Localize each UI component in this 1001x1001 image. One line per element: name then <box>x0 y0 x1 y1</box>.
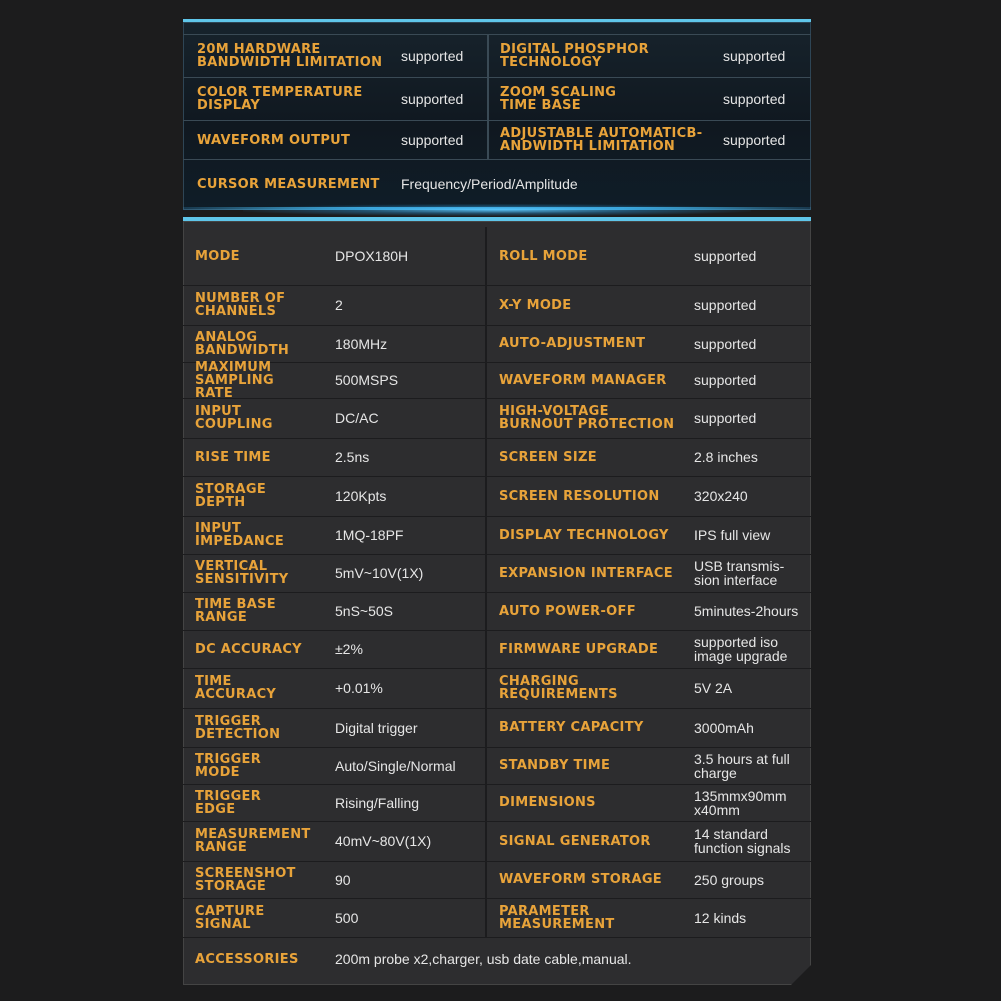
features-row <box>183 121 811 160</box>
feature-label: WAVEFORM OUTPUT <box>197 132 351 148</box>
column-divider <box>485 592 487 630</box>
column-divider <box>485 821 487 861</box>
feature-value: supported <box>723 91 786 107</box>
spec-label: TRIGGER MODE <box>195 751 262 780</box>
spec-label: FIRMWARE UPGRADE <box>499 641 659 657</box>
spec-value: 120Kpts <box>335 488 387 504</box>
spec-value: 3.5 hours at full charge <box>694 750 790 781</box>
spec-value: supported <box>694 410 757 426</box>
glow-decoration <box>243 204 751 216</box>
spec-label: SCREENSHOT STORAGE <box>195 865 296 894</box>
spec-value: 500 <box>335 909 359 926</box>
column-divider <box>485 362 487 398</box>
spec-row <box>183 554 811 593</box>
spec-row <box>183 476 811 517</box>
spec-row <box>183 285 811 326</box>
column-divider <box>487 121 489 159</box>
spec-value: 5mV~10V(1X) <box>335 565 424 581</box>
feature-label: 20M HARDWARE BANDWIDTH LIMITATION <box>197 42 383 70</box>
spec-label: INPUT COUPLING <box>195 404 273 432</box>
spec-row <box>183 325 811 363</box>
column-divider <box>485 285 487 325</box>
spec-label: MODE <box>195 248 240 264</box>
spec-value: +0.01% <box>335 680 383 696</box>
spec-value: DC/AC <box>335 410 379 426</box>
column-divider <box>485 784 487 821</box>
column-divider <box>485 476 487 516</box>
spec-label: NUMBER OF CHANNELS <box>195 291 286 319</box>
spec-label: EXPANSION INTERFACE <box>499 565 673 581</box>
spec-value: 320x240 <box>694 488 748 504</box>
feature-label: ADJUSTABLE AUTOMATICB-ANDWIDTH LIMITATION <box>500 126 703 154</box>
spec-value: IPS full view <box>694 527 771 543</box>
feature-label: DIGITAL PHOSPHOR TECHNOLOGY <box>500 42 649 70</box>
spec-value: 1MQ-18PF <box>335 527 404 543</box>
feature-value: supported <box>401 48 464 64</box>
column-divider <box>485 630 487 668</box>
spec-label: CHARGING REQUIREMENTS <box>499 674 618 702</box>
spec-label: WAVEFORM STORAGE <box>499 872 662 887</box>
features-table <box>183 34 811 208</box>
spec-row <box>183 630 811 669</box>
spec-label: SCREEN SIZE <box>499 449 597 465</box>
column-divider <box>485 747 487 784</box>
spec-row <box>183 516 811 555</box>
corner-notch <box>790 964 812 986</box>
cursor-label: CURSOR MEASUREMENT <box>197 176 380 192</box>
feature-value: supported <box>723 48 786 64</box>
spec-value: 250 groups <box>694 871 765 888</box>
spec-label: X-Y MODE <box>499 297 572 313</box>
spec-label: TRIGGER DETECTION <box>195 713 281 742</box>
spec-value: 5V 2A <box>694 680 733 696</box>
spec-label: HIGH-VOLTAGE BURNOUT PROTECTION <box>499 404 675 432</box>
spec-value: 135mmx90mm x40mm <box>694 787 787 818</box>
column-divider <box>485 861 487 898</box>
spec-label: TIME BASE RANGE <box>195 597 276 625</box>
spec-label: MEASUREMENT RANGE <box>195 827 311 855</box>
spec-label: CAPTURE SIGNAL <box>195 903 265 932</box>
spec-label: STORAGE DEPTH <box>195 482 267 510</box>
spec-value: DPOX180H <box>335 248 409 264</box>
spec-label: STANDBY TIME <box>499 758 611 773</box>
cursor-value: Frequency/Period/Amplitude <box>401 176 578 192</box>
features-row <box>183 78 811 121</box>
spec-row <box>183 898 811 938</box>
cursor-row <box>183 160 811 208</box>
features-panel <box>183 19 811 210</box>
spec-value: 3000mAh <box>694 719 754 736</box>
spec-label: SCREEN RESOLUTION <box>499 488 660 504</box>
spec-value: 500MSPS <box>335 372 399 388</box>
feature-value: supported <box>723 132 786 148</box>
feature-value: supported <box>401 91 464 107</box>
column-divider <box>485 554 487 592</box>
spec-row <box>183 398 811 439</box>
spec-label: RISE TIME <box>195 449 271 465</box>
accessories-label: ACCESSORIES <box>195 951 299 967</box>
spec-value: Auto/Single/Normal <box>335 757 456 774</box>
spec-value: Rising/Falling <box>335 794 420 811</box>
accessories-row <box>183 937 811 981</box>
features-row <box>183 35 811 78</box>
spec-label: VERTICAL SENSITIVITY <box>195 559 289 587</box>
spec-label: ANALOG BANDWIDTH <box>195 329 290 358</box>
spec-label: SIGNAL GENERATOR <box>499 833 651 849</box>
feature-label: ZOOM SCALING TIME BASE <box>500 85 617 113</box>
spec-label: TIME ACCURACY <box>195 674 277 702</box>
column-divider <box>485 325 487 362</box>
spec-value: 5nS~50S <box>335 603 393 619</box>
spec-row <box>183 592 811 631</box>
spec-row <box>183 861 811 899</box>
spec-value: 14 standard function signals <box>694 826 791 856</box>
spec-value: supported <box>694 372 757 388</box>
spec-value: supported <box>694 248 757 264</box>
spec-value: 2 <box>335 297 343 313</box>
feature-value: supported <box>401 132 464 148</box>
spec-label: MAXIMUM SAMPLING RATE <box>195 359 274 401</box>
column-divider <box>485 708 487 747</box>
spec-value: 12 kinds <box>694 909 747 926</box>
spec-value: supported iso image upgrade <box>694 634 788 664</box>
spec-value: supported <box>694 297 757 313</box>
spec-value: 90 <box>335 871 351 888</box>
spec-value: Digital trigger <box>335 719 418 736</box>
spec-value: USB transmis-sion interface <box>694 558 785 588</box>
spec-label: AUTO POWER-OFF <box>499 603 636 619</box>
spec-label: DC ACCURACY <box>195 641 302 657</box>
column-divider <box>487 35 489 77</box>
spec-row <box>183 227 811 286</box>
spec-row <box>183 784 811 822</box>
spec-row <box>183 438 811 477</box>
spec-label: BATTERY CAPACITY <box>499 720 644 735</box>
spec-value: 5minutes-2hours <box>694 603 799 619</box>
spec-label: PARAMETER MEASUREMENT <box>499 903 615 932</box>
spec-label: INPUT IMPEDANCE <box>195 521 285 549</box>
spec-row <box>183 359 811 401</box>
column-divider <box>487 78 489 120</box>
column-divider <box>485 516 487 554</box>
column-divider <box>485 227 487 285</box>
spec-label: ROLL MODE <box>499 248 588 264</box>
spec-panel <box>183 217 811 985</box>
spec-value: 180MHz <box>335 335 388 352</box>
spec-label: AUTO-ADJUSTMENT <box>499 336 646 351</box>
column-divider <box>485 898 487 937</box>
spec-value: 2.8 inches <box>694 449 758 465</box>
spec-value: 40mV~80V(1X) <box>335 833 432 849</box>
spec-label: WAVEFORM MANAGER <box>499 372 667 388</box>
column-divider <box>485 398 487 438</box>
feature-label: COLOR TEMPERATURE DISPLAY <box>197 85 363 113</box>
spec-row <box>183 821 811 862</box>
spec-value: ±2% <box>335 641 363 657</box>
spec-label: DIMENSIONS <box>499 795 596 810</box>
spec-value: supported <box>694 335 757 352</box>
column-divider <box>485 438 487 476</box>
spec-row <box>183 747 811 785</box>
spec-row <box>183 668 811 709</box>
accessories-value: 200m probe x2,charger, usb date cable,manual. <box>335 951 632 967</box>
spec-label: DISPLAY TECHNOLOGY <box>499 527 669 543</box>
spec-value: 2.5ns <box>335 449 370 465</box>
spec-row <box>183 708 811 748</box>
column-divider <box>485 668 487 708</box>
spec-label: TRIGGER EDGE <box>195 788 262 817</box>
